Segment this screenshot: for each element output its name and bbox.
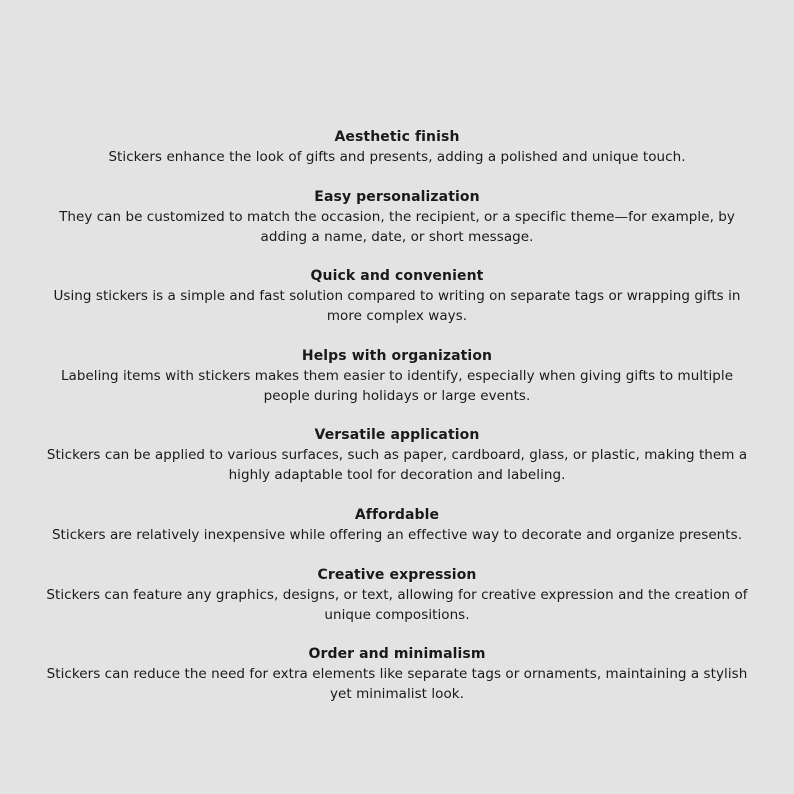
section-description: Stickers can feature any graphics, designs, or text, allowing for creative expression and the creation of unique compositions.: [46, 586, 748, 623]
section-description: Stickers enhance the look of gifts and presents, adding a polished and unique touch.: [108, 149, 686, 165]
section-title: Order and minimalism: [308, 646, 486, 663]
section-helps-with-organization: [37, 346, 757, 406]
section-description: Stickers can reduce the need for extra elements like separate tags or ornaments, maintaining a stylish yet minimalist look.: [46, 666, 748, 703]
section-title: Versatile application: [314, 427, 480, 444]
section-quick-and-convenient: [37, 266, 757, 326]
section-title: Easy personalization: [314, 188, 480, 205]
section-aesthetic-finish: [37, 127, 757, 167]
section-description: They can be customized to match the occasion, the recipient, or a specific theme—for example, by adding a name, date, or short message.: [59, 208, 735, 245]
section-description: Stickers are relatively inexpensive while offering an effective way to decorate and organize presents.: [51, 526, 743, 543]
section-title: Affordable: [354, 506, 440, 523]
section-description: Labeling items with stickers makes them easier to identify, especially when giving gifts to multiple people during holidays or large events.: [60, 367, 734, 404]
section-title: Helps with organization: [301, 347, 493, 364]
section-order-and-minimalism: [37, 644, 757, 704]
section-versatile-application: [37, 425, 757, 485]
section-creative-expression: [37, 565, 757, 625]
section-affordable: [37, 505, 757, 545]
section-title: Creative expression: [317, 566, 477, 583]
section-description: Using stickers is a simple and fast solution compared to writing on separate tags or wrapping gifts in more complex ways.: [53, 288, 741, 325]
section-description: Stickers can be applied to various surfaces, such as paper, cardboard, glass, or plastic, making them a highly adaptable tool for decoration and labeling.: [46, 447, 748, 484]
section-easy-personalization: [37, 187, 757, 247]
section-title: Quick and convenient: [310, 268, 484, 285]
section-title: Aesthetic finish: [334, 129, 460, 145]
